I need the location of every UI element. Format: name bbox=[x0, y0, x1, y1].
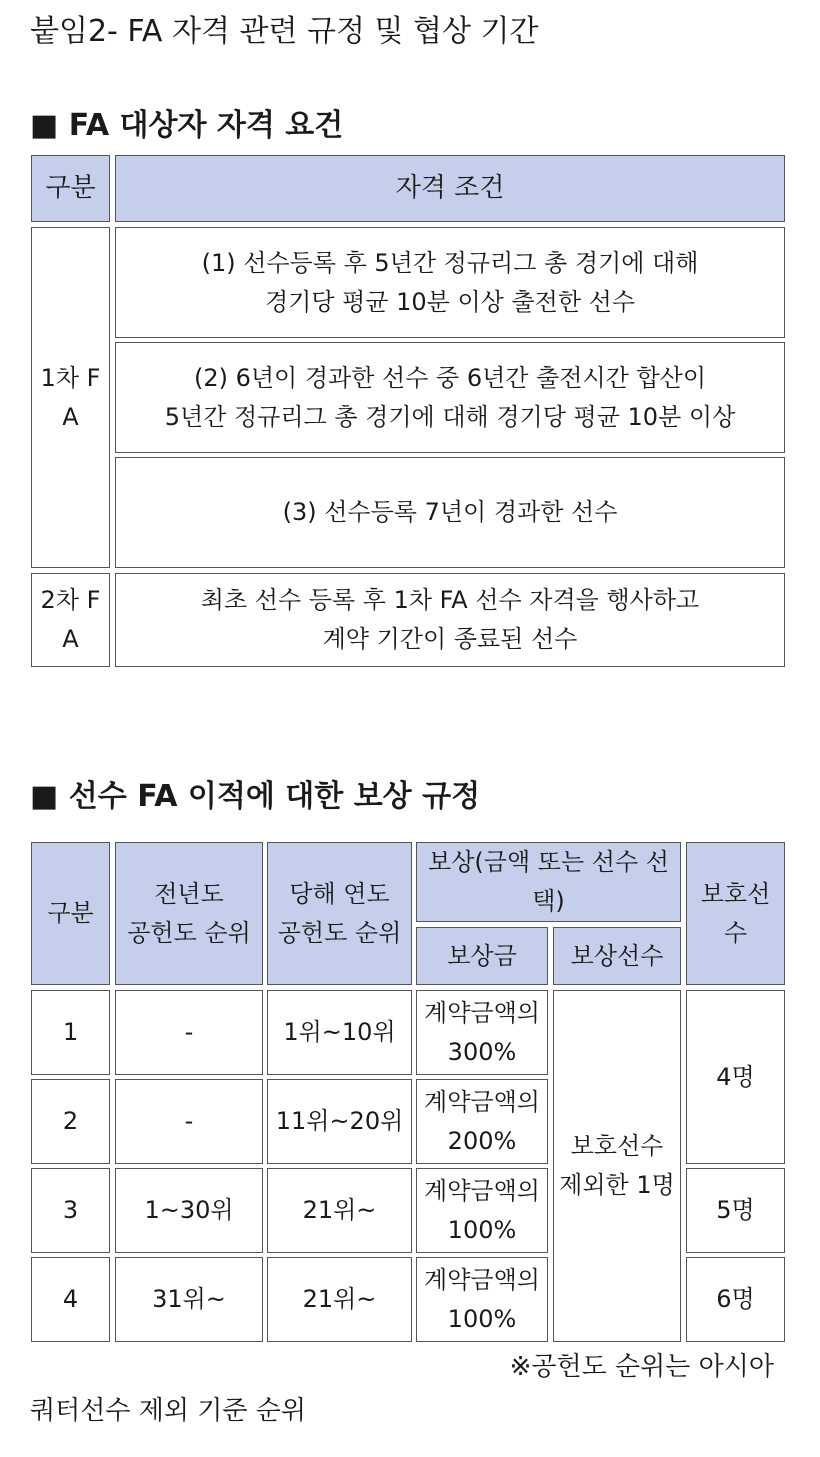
comp-header-prev-rank-line1: 전년도 bbox=[154, 879, 224, 908]
comp-header-money: 보상금 bbox=[416, 927, 548, 985]
comp-row-2-money bbox=[416, 1079, 548, 1164]
footnote-line2: 쿼터선수 제외 기준 순위 bbox=[30, 1396, 306, 1426]
second-fa-label bbox=[31, 573, 110, 667]
comp-row-1-money-line2: 300% bbox=[447, 1037, 517, 1066]
second-fa-condition-line1: 최초 선수 등록 후 1차 FA 선수 자격을 행사하고 bbox=[200, 586, 700, 614]
comp-row-3-money-line1: 계약금액의 bbox=[424, 1176, 540, 1205]
eligibility-header-condition: 자격 조건 bbox=[115, 155, 785, 222]
comp-header-curr-rank-line1: 당해 연도 bbox=[289, 879, 390, 908]
eligibility-heading: ■ FA 대상자 자격 요건 bbox=[30, 108, 344, 143]
first-fa-condition-2-line2: 5년간 정규리그 총 경기에 대해 경기당 평균 10분 이상 bbox=[164, 402, 736, 431]
comp-header-compensation-line2: 택) bbox=[532, 887, 565, 915]
second-fa-label-line1: 2차 F bbox=[40, 586, 101, 614]
comp-header-player: 보상선수 bbox=[553, 927, 681, 985]
second-fa-label-line2: A bbox=[62, 625, 79, 653]
comp-row-4-curr-rank: 21위~ bbox=[267, 1257, 412, 1342]
comp-header-curr-rank-line2: 공헌도 순위 bbox=[277, 918, 402, 947]
comp-row-1-money bbox=[416, 990, 548, 1075]
comp-row-1-curr-rank: 1위~10위 bbox=[267, 990, 412, 1075]
protected-row-4: 6명 bbox=[686, 1257, 785, 1342]
second-fa-condition-line2: 계약 기간이 종료된 선수 bbox=[322, 625, 578, 653]
comp-row-2-category: 2 bbox=[31, 1079, 110, 1164]
comp-player-merged-line2: 제외한 1명 bbox=[559, 1171, 675, 1199]
comp-header-protected-line2: 수 bbox=[723, 918, 748, 947]
comp-player-merged bbox=[553, 990, 681, 1342]
comp-row-1-prev-rank: - bbox=[115, 990, 263, 1075]
eligibility-header-category: 구분 bbox=[31, 155, 110, 222]
comp-row-1-category: 1 bbox=[31, 990, 110, 1075]
comp-header-prev-rank-line2: 공헌도 순위 bbox=[127, 918, 251, 947]
comp-row-2-prev-rank: - bbox=[115, 1079, 263, 1164]
comp-header-protected bbox=[686, 842, 785, 985]
comp-header-protected-line1: 보호선 bbox=[700, 879, 771, 908]
comp-row-2-money-line2: 200% bbox=[447, 1126, 517, 1155]
first-fa-label-line2: A bbox=[62, 402, 79, 431]
comp-row-3-category: 3 bbox=[31, 1168, 110, 1253]
protected-rows-1-2: 4명 bbox=[686, 990, 785, 1164]
first-fa-condition-1-line2: 경기당 평균 10분 이상 출전한 선수 bbox=[264, 287, 636, 316]
comp-header-curr-rank bbox=[267, 842, 412, 985]
comp-row-4-money-line2: 100% bbox=[447, 1304, 517, 1333]
comp-header-category: 구분 bbox=[31, 842, 110, 985]
comp-player-merged-line1: 보호선수 bbox=[570, 1132, 664, 1160]
comp-header-compensation bbox=[416, 842, 681, 922]
comp-row-4-money-line1: 계약금액의 bbox=[424, 1265, 540, 1294]
second-fa-condition bbox=[115, 573, 785, 667]
comp-row-4-category: 4 bbox=[31, 1257, 110, 1342]
first-fa-condition-2 bbox=[115, 342, 785, 453]
comp-header-prev-rank bbox=[115, 842, 263, 985]
first-fa-condition-2-line1: (2) 6년이 경과한 선수 중 6년간 출전시간 합산이 bbox=[193, 363, 707, 392]
comp-row-3-prev-rank: 1~30위 bbox=[115, 1168, 263, 1253]
comp-row-2-curr-rank: 11위~20위 bbox=[267, 1079, 412, 1164]
document-title: 붙임2- FA 자격 관련 규정 및 협상 기간 bbox=[30, 14, 539, 49]
first-fa-label bbox=[31, 227, 110, 568]
compensation-heading: ■ 선수 FA 이적에 대한 보상 규정 bbox=[30, 779, 481, 814]
comp-header-compensation-line1: 보상(금액 또는 선수 선 bbox=[428, 848, 669, 876]
comp-row-1-money-line1: 계약금액의 bbox=[424, 998, 540, 1027]
first-fa-condition-3: (3) 선수등록 7년이 경과한 선수 bbox=[115, 457, 785, 568]
footnote-line1: ※공헌도 순위는 아시아 bbox=[509, 1352, 774, 1382]
comp-row-3-money bbox=[416, 1168, 548, 1253]
comp-row-4-prev-rank: 31위~ bbox=[115, 1257, 263, 1342]
protected-row-3: 5명 bbox=[686, 1168, 785, 1253]
comp-row-2-money-line1: 계약금액의 bbox=[424, 1087, 540, 1116]
comp-row-3-curr-rank: 21위~ bbox=[267, 1168, 412, 1253]
first-fa-label-line1: 1차 F bbox=[40, 363, 101, 392]
comp-row-3-money-line2: 100% bbox=[447, 1215, 517, 1244]
comp-row-4-money bbox=[416, 1257, 548, 1342]
first-fa-condition-1 bbox=[115, 227, 785, 338]
first-fa-condition-1-line1: (1) 선수등록 후 5년간 정규리그 총 경기에 대해 bbox=[201, 248, 699, 277]
